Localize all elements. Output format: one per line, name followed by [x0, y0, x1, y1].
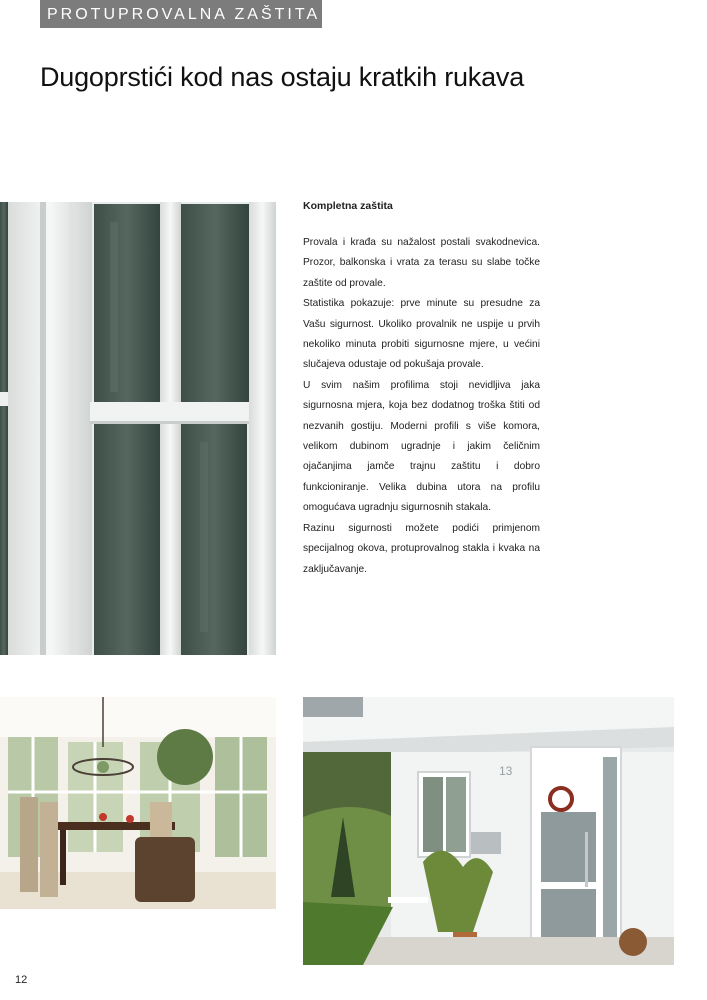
article-subheading: Kompletna zaštita	[303, 200, 393, 212]
window-photo	[0, 202, 276, 655]
page-number: 12	[15, 974, 28, 986]
article-paragraph: U svim našim profilima stoji nevidljiva jaka sigurnosna mjera, koja bez dodatnog troška štiti od nezvanih gostiju. Moderni profili s više komora, velikom dubinom ugradnje i jakim čeličnim ojačanjima jamče trajnu zaštitu i dobro funkcioniranje. Velika dubina utora na profilu omogućava ugradnju sigurnosnih stakala.	[303, 379, 540, 514]
section-label: PROTUPROVALNA ZAŠTITA	[40, 0, 322, 28]
article-paragraph: Provala i krađa su nažalost postali svakodnevica. Prozor, balkonska i vrata za terasu su slabe točke zaštite od provale.	[303, 237, 540, 289]
article-paragraph: Statistika pokazuje: prve minute su presudne za Vašu sigurnost. Ukoliko provalnik ne uspije u prvih nekoliko minuta probiti sigurnosne mjere, u većini slučajeva odustaje od pokušaja provale.	[303, 298, 540, 371]
interior-dining-photo	[0, 697, 276, 909]
page-title: Dugoprstići kod nas ostaju kratkih rukava	[40, 62, 525, 92]
article	[303, 199, 540, 580]
article-paragraph: Razinu sigurnosti možete podići primjenom specijalnog okova, protuprovalnog stakla i kvaka na zaključavanje.	[303, 522, 540, 575]
house-number: 13	[499, 764, 513, 778]
exterior-house-photo	[303, 697, 674, 965]
